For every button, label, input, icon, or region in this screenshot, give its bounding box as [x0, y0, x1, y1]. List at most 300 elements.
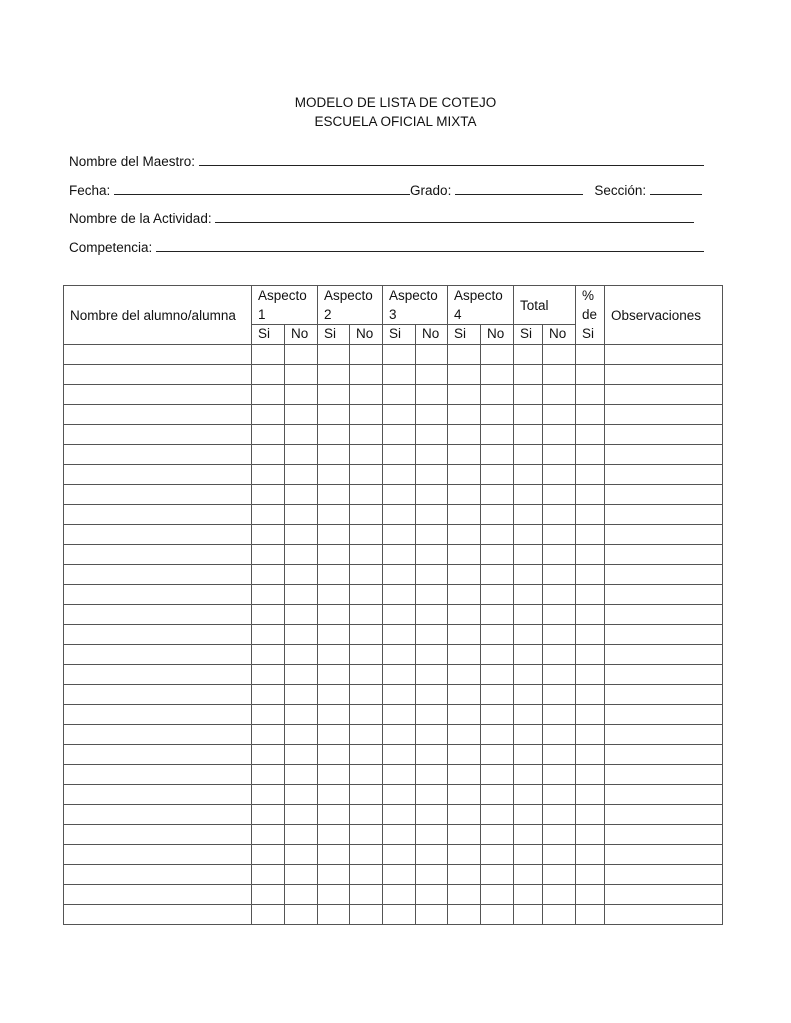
check-cell[interactable]: [350, 525, 383, 545]
check-cell[interactable]: [543, 405, 576, 425]
student-name-cell[interactable]: [64, 685, 252, 705]
activity-line[interactable]: [215, 210, 694, 223]
check-cell[interactable]: [576, 765, 605, 785]
check-cell[interactable]: [448, 685, 481, 705]
check-cell[interactable]: [285, 505, 318, 525]
activity-field[interactable]: [69, 210, 694, 226]
check-cell[interactable]: [416, 565, 448, 585]
check-cell[interactable]: [318, 705, 350, 725]
observations-cell[interactable]: [605, 645, 723, 665]
check-cell[interactable]: [318, 845, 350, 865]
student-name-cell[interactable]: [64, 785, 252, 805]
check-cell[interactable]: [416, 865, 448, 885]
check-cell[interactable]: [285, 565, 318, 585]
check-cell[interactable]: [514, 745, 543, 765]
check-cell[interactable]: [285, 645, 318, 665]
check-cell[interactable]: [350, 545, 383, 565]
observations-cell[interactable]: [605, 745, 723, 765]
check-cell[interactable]: [481, 865, 514, 885]
check-cell[interactable]: [252, 485, 285, 505]
check-cell[interactable]: [350, 745, 383, 765]
check-cell[interactable]: [543, 905, 576, 925]
check-cell[interactable]: [514, 885, 543, 905]
check-cell[interactable]: [576, 505, 605, 525]
check-cell[interactable]: [416, 505, 448, 525]
check-cell[interactable]: [350, 465, 383, 485]
check-cell[interactable]: [448, 865, 481, 885]
student-name-cell[interactable]: [64, 905, 252, 925]
check-cell[interactable]: [318, 385, 350, 405]
check-cell[interactable]: [481, 625, 514, 645]
check-cell[interactable]: [576, 405, 605, 425]
check-cell[interactable]: [481, 545, 514, 565]
check-cell[interactable]: [481, 825, 514, 845]
check-cell[interactable]: [318, 645, 350, 665]
check-cell[interactable]: [576, 745, 605, 765]
check-cell[interactable]: [448, 405, 481, 425]
check-cell[interactable]: [543, 745, 576, 765]
check-cell[interactable]: [543, 725, 576, 745]
check-cell[interactable]: [285, 745, 318, 765]
check-cell[interactable]: [383, 905, 416, 925]
student-name-cell[interactable]: [64, 745, 252, 765]
check-cell[interactable]: [285, 685, 318, 705]
check-cell[interactable]: [318, 785, 350, 805]
check-cell[interactable]: [383, 445, 416, 465]
check-cell[interactable]: [318, 545, 350, 565]
check-cell[interactable]: [350, 905, 383, 925]
check-cell[interactable]: [383, 785, 416, 805]
check-cell[interactable]: [350, 865, 383, 885]
check-cell[interactable]: [416, 525, 448, 545]
check-cell[interactable]: [350, 565, 383, 585]
check-cell[interactable]: [416, 685, 448, 705]
check-cell[interactable]: [514, 485, 543, 505]
check-cell[interactable]: [383, 625, 416, 645]
student-name-cell[interactable]: [64, 705, 252, 725]
check-cell[interactable]: [350, 445, 383, 465]
observations-cell[interactable]: [605, 905, 723, 925]
observations-cell[interactable]: [605, 625, 723, 645]
check-cell[interactable]: [285, 785, 318, 805]
check-cell[interactable]: [543, 485, 576, 505]
check-cell[interactable]: [318, 745, 350, 765]
check-cell[interactable]: [285, 385, 318, 405]
check-cell[interactable]: [350, 605, 383, 625]
check-cell[interactable]: [543, 505, 576, 525]
check-cell[interactable]: [448, 805, 481, 825]
check-cell[interactable]: [448, 545, 481, 565]
check-cell[interactable]: [416, 625, 448, 645]
check-cell[interactable]: [252, 545, 285, 565]
check-cell[interactable]: [576, 625, 605, 645]
check-cell[interactable]: [383, 885, 416, 905]
check-cell[interactable]: [252, 585, 285, 605]
check-cell[interactable]: [285, 805, 318, 825]
check-cell[interactable]: [514, 545, 543, 565]
check-cell[interactable]: [543, 705, 576, 725]
check-cell[interactable]: [448, 885, 481, 905]
check-cell[interactable]: [416, 365, 448, 385]
observations-cell[interactable]: [605, 425, 723, 445]
check-cell[interactable]: [543, 625, 576, 645]
check-cell[interactable]: [252, 685, 285, 705]
check-cell[interactable]: [318, 765, 350, 785]
check-cell[interactable]: [543, 365, 576, 385]
check-cell[interactable]: [252, 525, 285, 545]
check-cell[interactable]: [318, 445, 350, 465]
check-cell[interactable]: [448, 365, 481, 385]
check-cell[interactable]: [350, 685, 383, 705]
check-cell[interactable]: [252, 405, 285, 425]
check-cell[interactable]: [416, 765, 448, 785]
check-cell[interactable]: [543, 825, 576, 845]
check-cell[interactable]: [350, 365, 383, 385]
check-cell[interactable]: [448, 845, 481, 865]
check-cell[interactable]: [576, 525, 605, 545]
check-cell[interactable]: [350, 725, 383, 745]
check-cell[interactable]: [383, 565, 416, 585]
observations-cell[interactable]: [605, 405, 723, 425]
check-cell[interactable]: [416, 445, 448, 465]
check-cell[interactable]: [318, 825, 350, 845]
student-name-cell[interactable]: [64, 345, 252, 365]
check-cell[interactable]: [252, 905, 285, 925]
check-cell[interactable]: [383, 365, 416, 385]
check-cell[interactable]: [285, 885, 318, 905]
check-cell[interactable]: [448, 345, 481, 365]
check-cell[interactable]: [252, 565, 285, 585]
check-cell[interactable]: [285, 765, 318, 785]
check-cell[interactable]: [416, 905, 448, 925]
check-cell[interactable]: [514, 365, 543, 385]
observations-cell[interactable]: [605, 545, 723, 565]
check-cell[interactable]: [481, 725, 514, 745]
check-cell[interactable]: [514, 725, 543, 745]
check-cell[interactable]: [350, 645, 383, 665]
check-cell[interactable]: [576, 705, 605, 725]
check-cell[interactable]: [252, 765, 285, 785]
check-cell[interactable]: [416, 845, 448, 865]
observations-cell[interactable]: [605, 825, 723, 845]
check-cell[interactable]: [514, 905, 543, 925]
check-cell[interactable]: [543, 525, 576, 545]
check-cell[interactable]: [285, 445, 318, 465]
observations-cell[interactable]: [605, 465, 723, 485]
observations-cell[interactable]: [605, 565, 723, 585]
check-cell[interactable]: [350, 485, 383, 505]
check-cell[interactable]: [576, 645, 605, 665]
check-cell[interactable]: [416, 585, 448, 605]
observations-cell[interactable]: [605, 785, 723, 805]
observations-cell[interactable]: [605, 585, 723, 605]
check-cell[interactable]: [448, 485, 481, 505]
check-cell[interactable]: [481, 485, 514, 505]
check-cell[interactable]: [416, 345, 448, 365]
check-cell[interactable]: [448, 585, 481, 605]
check-cell[interactable]: [416, 405, 448, 425]
check-cell[interactable]: [285, 705, 318, 725]
observations-cell[interactable]: [605, 385, 723, 405]
check-cell[interactable]: [481, 565, 514, 585]
check-cell[interactable]: [383, 645, 416, 665]
student-name-cell[interactable]: [64, 445, 252, 465]
check-cell[interactable]: [514, 405, 543, 425]
check-cell[interactable]: [318, 365, 350, 385]
check-cell[interactable]: [318, 405, 350, 425]
check-cell[interactable]: [448, 445, 481, 465]
student-name-cell[interactable]: [64, 625, 252, 645]
check-cell[interactable]: [576, 565, 605, 585]
student-name-cell[interactable]: [64, 585, 252, 605]
student-name-cell[interactable]: [64, 765, 252, 785]
check-cell[interactable]: [576, 805, 605, 825]
check-cell[interactable]: [543, 785, 576, 805]
check-cell[interactable]: [481, 785, 514, 805]
check-cell[interactable]: [514, 505, 543, 525]
check-cell[interactable]: [416, 705, 448, 725]
competence-field[interactable]: [69, 239, 704, 255]
student-name-cell[interactable]: [64, 645, 252, 665]
check-cell[interactable]: [514, 765, 543, 785]
check-cell[interactable]: [350, 845, 383, 865]
check-cell[interactable]: [350, 785, 383, 805]
check-cell[interactable]: [350, 825, 383, 845]
check-cell[interactable]: [350, 345, 383, 365]
check-cell[interactable]: [576, 485, 605, 505]
check-cell[interactable]: [416, 645, 448, 665]
student-name-cell[interactable]: [64, 505, 252, 525]
observations-cell[interactable]: [605, 845, 723, 865]
observations-cell[interactable]: [605, 885, 723, 905]
check-cell[interactable]: [448, 565, 481, 585]
check-cell[interactable]: [481, 645, 514, 665]
check-cell[interactable]: [514, 705, 543, 725]
student-name-cell[interactable]: [64, 405, 252, 425]
check-cell[interactable]: [543, 865, 576, 885]
check-cell[interactable]: [318, 585, 350, 605]
check-cell[interactable]: [285, 425, 318, 445]
check-cell[interactable]: [318, 525, 350, 545]
check-cell[interactable]: [416, 545, 448, 565]
check-cell[interactable]: [383, 665, 416, 685]
check-cell[interactable]: [350, 625, 383, 645]
check-cell[interactable]: [252, 845, 285, 865]
check-cell[interactable]: [350, 665, 383, 685]
check-cell[interactable]: [285, 365, 318, 385]
check-cell[interactable]: [350, 505, 383, 525]
check-cell[interactable]: [285, 825, 318, 845]
check-cell[interactable]: [448, 645, 481, 665]
check-cell[interactable]: [514, 845, 543, 865]
check-cell[interactable]: [252, 505, 285, 525]
check-cell[interactable]: [383, 525, 416, 545]
check-cell[interactable]: [383, 845, 416, 865]
check-cell[interactable]: [285, 725, 318, 745]
student-name-cell[interactable]: [64, 385, 252, 405]
check-cell[interactable]: [481, 345, 514, 365]
check-cell[interactable]: [383, 605, 416, 625]
check-cell[interactable]: [318, 685, 350, 705]
check-cell[interactable]: [481, 745, 514, 765]
student-name-cell[interactable]: [64, 525, 252, 545]
student-name-cell[interactable]: [64, 485, 252, 505]
check-cell[interactable]: [576, 845, 605, 865]
check-cell[interactable]: [448, 625, 481, 645]
check-cell[interactable]: [543, 805, 576, 825]
check-cell[interactable]: [576, 345, 605, 365]
check-cell[interactable]: [383, 345, 416, 365]
check-cell[interactable]: [318, 625, 350, 645]
check-cell[interactable]: [285, 545, 318, 565]
student-name-cell[interactable]: [64, 545, 252, 565]
check-cell[interactable]: [416, 485, 448, 505]
check-cell[interactable]: [448, 425, 481, 445]
check-cell[interactable]: [481, 505, 514, 525]
check-cell[interactable]: [350, 405, 383, 425]
check-cell[interactable]: [514, 785, 543, 805]
check-cell[interactable]: [383, 765, 416, 785]
check-cell[interactable]: [514, 565, 543, 585]
student-name-cell[interactable]: [64, 425, 252, 445]
check-cell[interactable]: [514, 345, 543, 365]
check-cell[interactable]: [576, 365, 605, 385]
check-cell[interactable]: [481, 665, 514, 685]
check-cell[interactable]: [543, 445, 576, 465]
check-cell[interactable]: [383, 705, 416, 725]
check-cell[interactable]: [543, 385, 576, 405]
check-cell[interactable]: [481, 705, 514, 725]
student-name-cell[interactable]: [64, 665, 252, 685]
check-cell[interactable]: [318, 345, 350, 365]
check-cell[interactable]: [383, 485, 416, 505]
observations-cell[interactable]: [605, 805, 723, 825]
check-cell[interactable]: [416, 725, 448, 745]
check-cell[interactable]: [448, 385, 481, 405]
check-cell[interactable]: [318, 885, 350, 905]
check-cell[interactable]: [448, 785, 481, 805]
observations-cell[interactable]: [605, 865, 723, 885]
student-name-cell[interactable]: [64, 365, 252, 385]
observations-cell[interactable]: [605, 485, 723, 505]
observations-cell[interactable]: [605, 345, 723, 365]
check-cell[interactable]: [416, 825, 448, 845]
check-cell[interactable]: [318, 605, 350, 625]
check-cell[interactable]: [448, 705, 481, 725]
student-name-cell[interactable]: [64, 605, 252, 625]
check-cell[interactable]: [514, 825, 543, 845]
check-cell[interactable]: [543, 665, 576, 685]
check-cell[interactable]: [576, 385, 605, 405]
check-cell[interactable]: [448, 765, 481, 785]
check-cell[interactable]: [514, 585, 543, 605]
check-cell[interactable]: [383, 865, 416, 885]
check-cell[interactable]: [481, 445, 514, 465]
check-cell[interactable]: [383, 505, 416, 525]
grade-line[interactable]: [455, 182, 583, 195]
check-cell[interactable]: [576, 545, 605, 565]
observations-cell[interactable]: [605, 665, 723, 685]
check-cell[interactable]: [576, 465, 605, 485]
check-cell[interactable]: [252, 625, 285, 645]
check-cell[interactable]: [285, 865, 318, 885]
observations-cell[interactable]: [605, 365, 723, 385]
check-cell[interactable]: [514, 425, 543, 445]
check-cell[interactable]: [448, 605, 481, 625]
check-cell[interactable]: [576, 685, 605, 705]
check-cell[interactable]: [576, 585, 605, 605]
check-cell[interactable]: [285, 465, 318, 485]
check-cell[interactable]: [252, 385, 285, 405]
teacher-line[interactable]: [199, 153, 704, 166]
check-cell[interactable]: [285, 585, 318, 605]
check-cell[interactable]: [448, 825, 481, 845]
check-cell[interactable]: [318, 505, 350, 525]
check-cell[interactable]: [318, 725, 350, 745]
check-cell[interactable]: [481, 385, 514, 405]
check-cell[interactable]: [350, 765, 383, 785]
check-cell[interactable]: [383, 685, 416, 705]
student-name-cell[interactable]: [64, 805, 252, 825]
check-cell[interactable]: [514, 645, 543, 665]
check-cell[interactable]: [350, 885, 383, 905]
check-cell[interactable]: [514, 625, 543, 645]
check-cell[interactable]: [448, 665, 481, 685]
check-cell[interactable]: [318, 465, 350, 485]
student-name-cell[interactable]: [64, 885, 252, 905]
check-cell[interactable]: [481, 805, 514, 825]
check-cell[interactable]: [576, 905, 605, 925]
check-cell[interactable]: [350, 385, 383, 405]
check-cell[interactable]: [514, 465, 543, 485]
check-cell[interactable]: [383, 385, 416, 405]
check-cell[interactable]: [576, 865, 605, 885]
check-cell[interactable]: [383, 745, 416, 765]
check-cell[interactable]: [252, 425, 285, 445]
observations-cell[interactable]: [605, 525, 723, 545]
check-cell[interactable]: [543, 605, 576, 625]
observations-cell[interactable]: [605, 765, 723, 785]
observations-cell[interactable]: [605, 445, 723, 465]
check-cell[interactable]: [416, 785, 448, 805]
check-cell[interactable]: [252, 725, 285, 745]
check-cell[interactable]: [252, 345, 285, 365]
check-cell[interactable]: [543, 585, 576, 605]
check-cell[interactable]: [318, 565, 350, 585]
section-line[interactable]: [650, 182, 702, 195]
check-cell[interactable]: [481, 885, 514, 905]
check-cell[interactable]: [448, 905, 481, 925]
check-cell[interactable]: [481, 365, 514, 385]
check-cell[interactable]: [576, 665, 605, 685]
check-cell[interactable]: [252, 805, 285, 825]
check-cell[interactable]: [350, 585, 383, 605]
student-name-cell[interactable]: [64, 565, 252, 585]
check-cell[interactable]: [285, 605, 318, 625]
check-cell[interactable]: [576, 785, 605, 805]
check-cell[interactable]: [383, 805, 416, 825]
check-cell[interactable]: [514, 665, 543, 685]
check-cell[interactable]: [481, 765, 514, 785]
check-cell[interactable]: [576, 445, 605, 465]
check-cell[interactable]: [285, 625, 318, 645]
check-cell[interactable]: [252, 885, 285, 905]
check-cell[interactable]: [318, 865, 350, 885]
check-cell[interactable]: [481, 465, 514, 485]
check-cell[interactable]: [543, 765, 576, 785]
teacher-field[interactable]: [69, 153, 704, 169]
check-cell[interactable]: [252, 745, 285, 765]
